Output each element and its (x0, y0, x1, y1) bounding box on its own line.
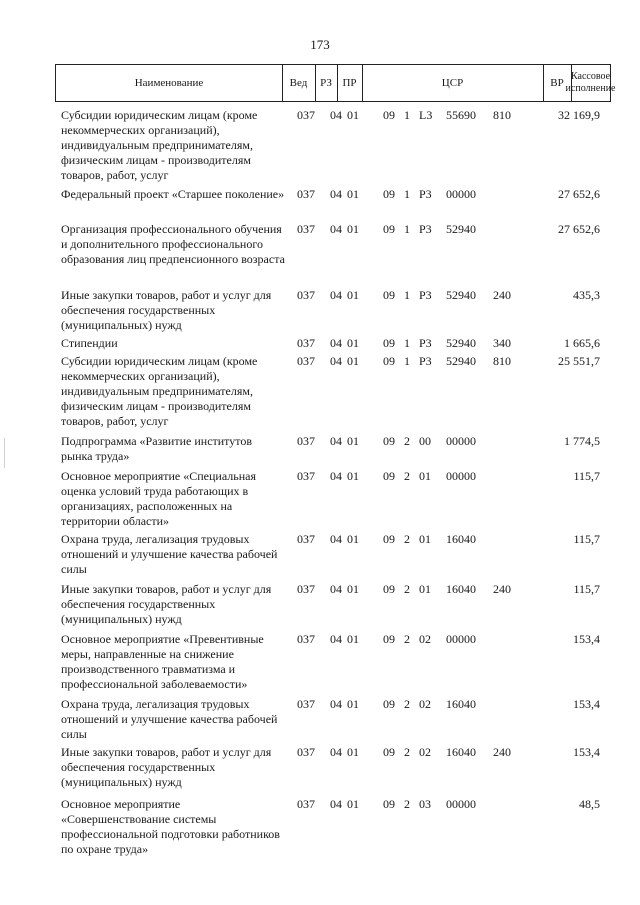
cell-c1: 09 (383, 632, 395, 646)
cell-c1: 09 (383, 336, 395, 350)
cell-c2: 1 (404, 288, 410, 302)
cell-amount: 25 551,7 (558, 354, 600, 368)
cell-ved: 037 (297, 354, 315, 368)
cell-c2: 1 (404, 354, 410, 368)
cell-rz: 04 (330, 336, 342, 350)
cell-ved: 037 (297, 187, 315, 201)
cell-c3: P3 (419, 187, 432, 201)
cell-rz: 04 (330, 222, 342, 236)
cell-c3: 01 (419, 582, 431, 596)
cell-c1: 09 (383, 745, 395, 759)
cell-c3: P3 (419, 336, 432, 350)
cell-name: Основное мероприятие «Совершенствование системы профессиональной подготовки работников по охране труда» (61, 797, 280, 856)
cell-c1: 09 (383, 797, 395, 811)
cell-amount: 153,4 (573, 632, 600, 646)
cell-pr: 01 (347, 354, 359, 368)
header-pr: ПР (337, 65, 363, 101)
cell-c1: 09 (383, 288, 395, 302)
cell-vr: 810 (493, 108, 511, 122)
cell-c2: 2 (404, 745, 410, 759)
cell-c4: 00000 (446, 797, 476, 811)
cell-rz: 04 (330, 288, 342, 302)
cell-c1: 09 (383, 532, 395, 546)
cell-rz: 04 (330, 532, 342, 546)
cell-rz: 04 (330, 632, 342, 646)
header-vr: ВР (543, 65, 572, 101)
cell-ved: 037 (297, 582, 315, 596)
cell-amount: 1 774,5 (564, 434, 600, 448)
cell-c2: 2 (404, 469, 410, 483)
cell-rz: 04 (330, 108, 342, 122)
cell-c2: 2 (404, 797, 410, 811)
cell-ved: 037 (297, 108, 315, 122)
cell-c4: 00000 (446, 469, 476, 483)
cell-c1: 09 (383, 222, 395, 236)
cell-amount: 153,4 (573, 697, 600, 711)
cell-c4: 00000 (446, 434, 476, 448)
cell-pr: 01 (347, 797, 359, 811)
cell-name: Иные закупки товаров, работ и услуг для обеспечения государственных (муниципальных) нужд (61, 288, 272, 332)
cell-vr: 240 (493, 582, 511, 596)
cell-ved: 037 (297, 632, 315, 646)
cell-c4: 52940 (446, 354, 476, 368)
cell-pr: 01 (347, 532, 359, 546)
cell-amount: 32 169,9 (558, 108, 600, 122)
cell-c4: 00000 (446, 632, 476, 646)
cell-pr: 01 (347, 336, 359, 350)
cell-c3: 02 (419, 745, 431, 759)
cell-c2: 2 (404, 532, 410, 546)
cell-amount: 27 652,6 (558, 222, 600, 236)
cell-c2: 2 (404, 434, 410, 448)
cell-name: Иные закупки товаров, работ и услуг для обеспечения государственных (муниципальных) нужд (61, 745, 272, 789)
cell-pr: 01 (347, 222, 359, 236)
cell-name: Иные закупки товаров, работ и услуг для обеспечения государственных (муниципальных) нужд (61, 582, 272, 626)
cell-ved: 037 (297, 532, 315, 546)
header-amount: Кассовое исполнение (565, 71, 616, 94)
cell-amount: 435,3 (573, 288, 600, 302)
cell-amount: 115,7 (573, 469, 600, 483)
cell-amount: 115,7 (573, 582, 600, 596)
cell-vr: 810 (493, 354, 511, 368)
cell-rz: 04 (330, 697, 342, 711)
cell-pr: 01 (347, 469, 359, 483)
cell-amount: 115,7 (573, 532, 600, 546)
cell-ved: 037 (297, 434, 315, 448)
cell-c3: 03 (419, 797, 431, 811)
cell-c2: 2 (404, 697, 410, 711)
cell-c4: 16040 (446, 745, 476, 759)
cell-c4: 00000 (446, 187, 476, 201)
cell-c1: 09 (383, 108, 395, 122)
table-header (55, 64, 616, 102)
cell-rz: 04 (330, 354, 342, 368)
cell-c4: 16040 (446, 582, 476, 596)
header-rz: РЗ (315, 65, 338, 101)
cell-c1: 09 (383, 434, 395, 448)
cell-name: Охрана труда, легализация трудовых отношений и улучшение качества рабочей силы (61, 532, 278, 576)
cell-rz: 04 (330, 582, 342, 596)
cell-c3: L3 (419, 108, 433, 122)
cell-c2: 1 (404, 222, 410, 236)
cell-ved: 037 (297, 222, 315, 236)
cell-c3: 02 (419, 632, 431, 646)
cell-c2: 1 (404, 187, 410, 201)
cell-c1: 09 (383, 187, 395, 201)
cell-pr: 01 (347, 632, 359, 646)
cell-rz: 04 (330, 187, 342, 201)
cell-name: Подпрограмма «Развитие институтов рынка труда» (61, 434, 253, 463)
cell-ved: 037 (297, 697, 315, 711)
cell-pr: 01 (347, 187, 359, 201)
cell-rz: 04 (330, 434, 342, 448)
cell-name: Субсидии юридическим лицам (кроме некоммерческих организаций), индивидуальным предпринимателям, физическим лицам - производителям товаров, работ, услуг (61, 354, 258, 428)
cell-name: Основное мероприятие «Превентивные меры, направленные на снижение производственного травматизма и профессиональной заболеваемости» (61, 632, 264, 691)
header-csr: ЦСР (362, 65, 544, 101)
cell-c3: P3 (419, 288, 432, 302)
cell-vr: 240 (493, 745, 511, 759)
cell-vr: 340 (493, 336, 511, 350)
cell-amount: 27 652,6 (558, 187, 600, 201)
cell-c4: 52940 (446, 336, 476, 350)
cell-c3: P3 (419, 222, 432, 236)
cell-ved: 037 (297, 336, 315, 350)
cell-c4: 55690 (446, 108, 476, 122)
cell-rz: 04 (330, 745, 342, 759)
cell-c2: 1 (404, 336, 410, 350)
cell-name: Организация профессионального обучения и дополнительного профессионального образования лиц предпенсионного возраста (61, 222, 285, 266)
page-number: 173 (310, 37, 330, 52)
header-name: Наименование (56, 65, 283, 101)
cell-rz: 04 (330, 469, 342, 483)
cell-c3: 01 (419, 532, 431, 546)
cell-c3: 02 (419, 697, 431, 711)
cell-ved: 037 (297, 797, 315, 811)
cell-ved: 037 (297, 288, 315, 302)
cell-pr: 01 (347, 288, 359, 302)
cell-rz: 04 (330, 797, 342, 811)
cell-c4: 52940 (446, 288, 476, 302)
cell-c3: 00 (419, 434, 431, 448)
cell-pr: 01 (347, 434, 359, 448)
cell-c2: 2 (404, 582, 410, 596)
cell-c4: 16040 (446, 532, 476, 546)
cell-pr: 01 (347, 697, 359, 711)
cell-amount: 1 665,6 (564, 336, 600, 350)
cell-pr: 01 (347, 582, 359, 596)
cell-c1: 09 (383, 582, 395, 596)
cell-c3: 01 (419, 469, 431, 483)
cell-vr: 240 (493, 288, 511, 302)
cell-name: Стипендии (61, 336, 118, 350)
cell-ved: 037 (297, 469, 315, 483)
cell-c4: 52940 (446, 222, 476, 236)
cell-c1: 09 (383, 469, 395, 483)
cell-c1: 09 (383, 354, 395, 368)
cell-name: Основное мероприятие «Специальная оценка условий труда работающих в организациях, расположенных на территории области» (61, 469, 257, 528)
cell-name: Федеральный проект «Старшее поколение» (61, 187, 285, 201)
cell-c3: P3 (419, 354, 432, 368)
cell-c1: 09 (383, 697, 395, 711)
cell-name: Субсидии юридическим лицам (кроме некоммерческих организаций), индивидуальным предпринимателям, физическим лицам - производителям товаров, работ, услуг (61, 108, 258, 182)
cell-amount: 153,4 (573, 745, 600, 759)
cell-amount: 48,5 (579, 797, 600, 811)
cell-pr: 01 (347, 108, 359, 122)
cell-c2: 2 (404, 632, 410, 646)
cell-c2: 1 (404, 108, 410, 122)
cell-c4: 16040 (446, 697, 476, 711)
header-ved: Вед (282, 65, 316, 101)
scan-margin-mark (4, 438, 5, 468)
cell-pr: 01 (347, 745, 359, 759)
cell-ved: 037 (297, 745, 315, 759)
cell-name: Охрана труда, легализация трудовых отношений и улучшение качества рабочей силы (61, 697, 278, 741)
